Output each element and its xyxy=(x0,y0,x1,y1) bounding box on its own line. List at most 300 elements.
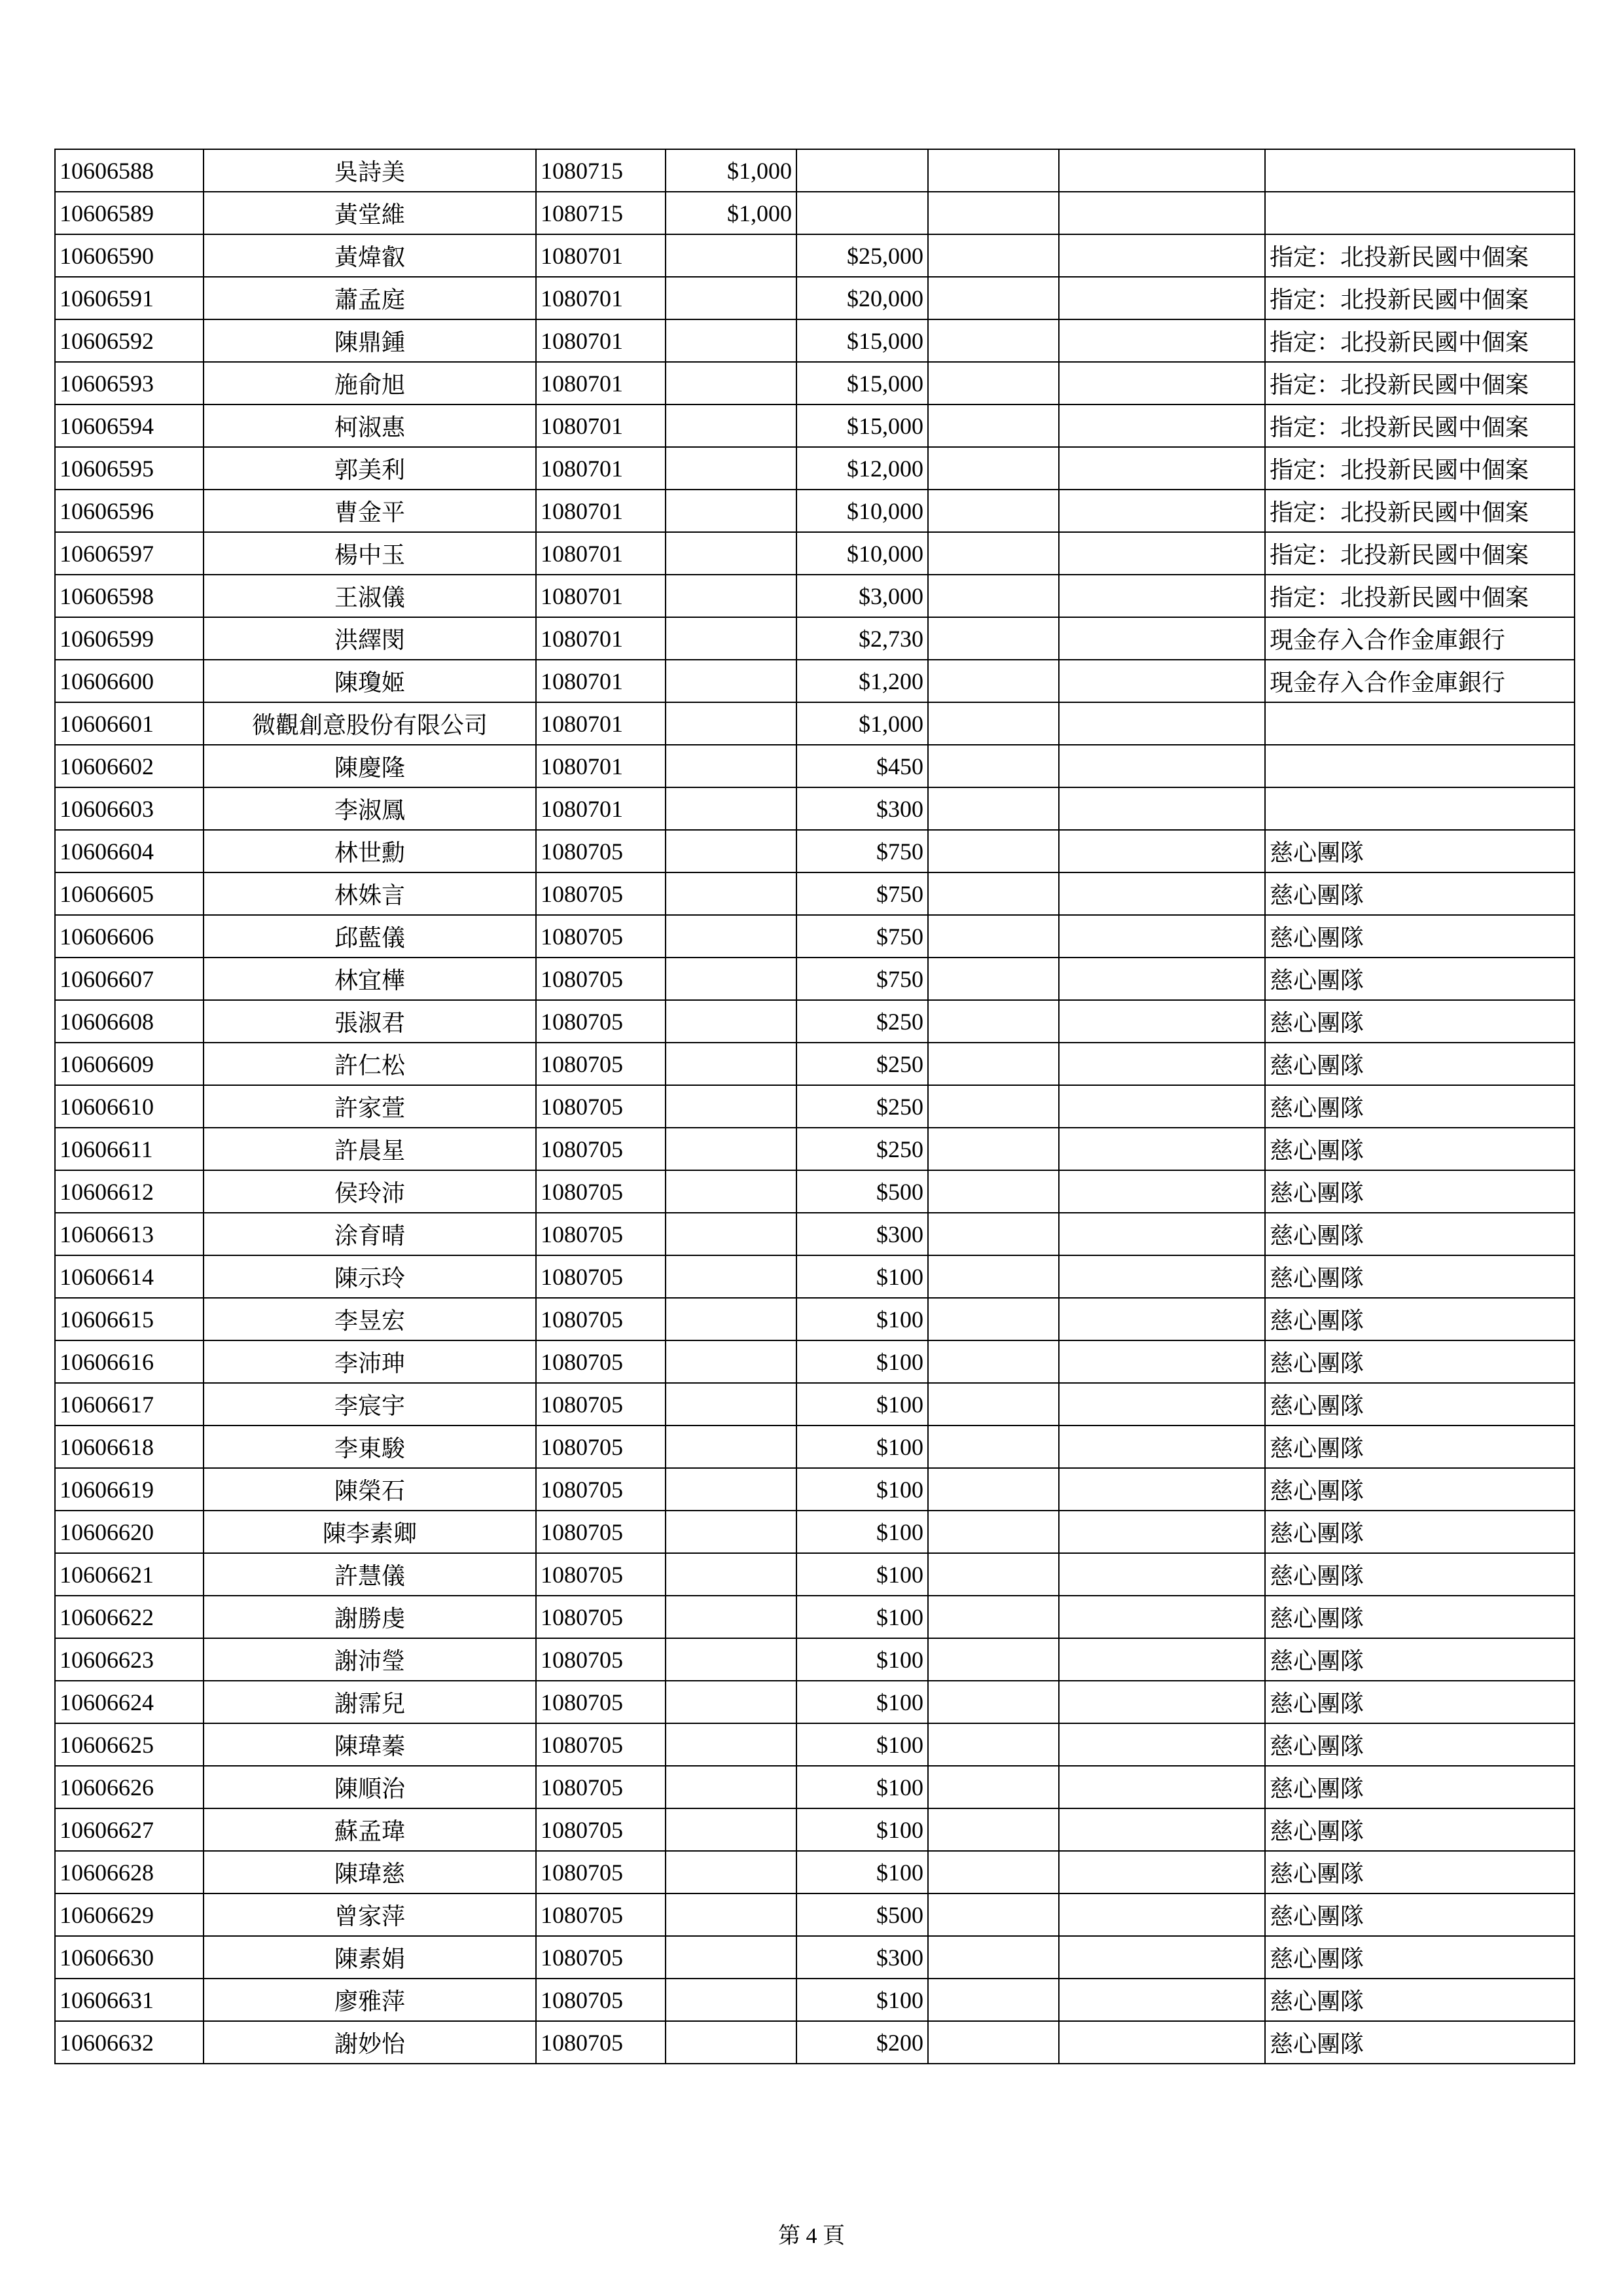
empty-column-3-cell xyxy=(928,1000,1059,1043)
empty-column-3-cell xyxy=(928,1043,1059,1085)
amount-column-1-cell xyxy=(666,1426,796,1468)
empty-column-4-cell xyxy=(1059,1213,1265,1255)
empty-column-4-cell xyxy=(1059,617,1265,660)
date-cell: 1080701 xyxy=(536,575,666,617)
note-cell xyxy=(1265,192,1575,234)
donor-name-cell: 曾家萍 xyxy=(204,1893,536,1936)
empty-column-3-cell xyxy=(928,1128,1059,1170)
amount-column-2-cell: $100 xyxy=(796,1723,928,1766)
receipt-number-cell: 10606628 xyxy=(55,1851,204,1893)
date-cell: 1080705 xyxy=(536,830,666,872)
empty-column-4-cell xyxy=(1059,1085,1265,1128)
date-cell: 1080701 xyxy=(536,234,666,277)
table-row xyxy=(55,872,1575,915)
amount-column-2-cell: $100 xyxy=(796,1766,928,1808)
empty-column-4-cell xyxy=(1059,2021,1265,2064)
empty-column-4-cell xyxy=(1059,1766,1265,1808)
receipt-number-cell: 10606606 xyxy=(55,915,204,958)
receipt-number-cell: 10606615 xyxy=(55,1298,204,1340)
amount-column-1-cell xyxy=(666,787,796,830)
amount-column-2-cell: $3,000 xyxy=(796,575,928,617)
empty-column-3-cell xyxy=(928,1340,1059,1383)
table-row xyxy=(55,830,1575,872)
empty-column-3-cell xyxy=(928,1468,1059,1511)
date-cell: 1080705 xyxy=(536,1979,666,2021)
empty-column-3-cell xyxy=(928,617,1059,660)
note-cell: 慈心團隊 xyxy=(1265,1298,1575,1340)
date-cell: 1080705 xyxy=(536,1723,666,1766)
empty-column-3-cell xyxy=(928,1383,1059,1426)
donor-name-cell: 許慧儀 xyxy=(204,1553,536,1596)
empty-column-4-cell xyxy=(1059,192,1265,234)
note-cell xyxy=(1265,745,1575,787)
amount-column-2-cell: $500 xyxy=(796,1170,928,1213)
table-row xyxy=(55,1043,1575,1085)
note-cell: 慈心團隊 xyxy=(1265,1128,1575,1170)
empty-column-3-cell xyxy=(928,1596,1059,1638)
empty-column-4-cell xyxy=(1059,915,1265,958)
empty-column-4-cell xyxy=(1059,958,1265,1000)
note-cell: 指定：北投新民國中個案 xyxy=(1265,362,1575,404)
date-cell: 1080705 xyxy=(536,1255,666,1298)
table-row xyxy=(55,660,1575,702)
date-cell: 1080705 xyxy=(536,1511,666,1553)
receipt-number-cell: 10606611 xyxy=(55,1128,204,1170)
amount-column-1-cell xyxy=(666,575,796,617)
empty-column-4-cell xyxy=(1059,490,1265,532)
amount-column-1-cell xyxy=(666,1979,796,2021)
date-cell: 1080705 xyxy=(536,1468,666,1511)
note-cell: 慈心團隊 xyxy=(1265,1468,1575,1511)
empty-column-3-cell xyxy=(928,575,1059,617)
donor-name-cell: 郭美利 xyxy=(204,447,536,490)
empty-column-4-cell xyxy=(1059,1596,1265,1638)
amount-column-1-cell xyxy=(666,1511,796,1553)
amount-column-2-cell: $100 xyxy=(796,1255,928,1298)
empty-column-4-cell xyxy=(1059,575,1265,617)
donor-name-cell: 陳順治 xyxy=(204,1766,536,1808)
donor-name-cell: 陳素娟 xyxy=(204,1936,536,1979)
amount-column-2-cell: $750 xyxy=(796,915,928,958)
donor-name-cell: 曹金平 xyxy=(204,490,536,532)
date-cell: 1080715 xyxy=(536,149,666,192)
donor-name-cell: 謝妙怡 xyxy=(204,2021,536,2064)
note-cell: 慈心團隊 xyxy=(1265,1851,1575,1893)
donor-name-cell: 張淑君 xyxy=(204,1000,536,1043)
amount-column-1-cell xyxy=(666,915,796,958)
amount-column-2-cell: $100 xyxy=(796,1383,928,1426)
empty-column-3-cell xyxy=(928,2021,1059,2064)
amount-column-1-cell: $1,000 xyxy=(666,192,796,234)
receipt-number-cell: 10606619 xyxy=(55,1468,204,1511)
date-cell: 1080705 xyxy=(536,958,666,1000)
donor-name-cell: 李沛珅 xyxy=(204,1340,536,1383)
empty-column-4-cell xyxy=(1059,404,1265,447)
empty-column-3-cell xyxy=(928,1808,1059,1851)
table-row xyxy=(55,447,1575,490)
table-row xyxy=(55,234,1575,277)
empty-column-4-cell xyxy=(1059,787,1265,830)
date-cell: 1080705 xyxy=(536,1298,666,1340)
note-cell: 慈心團隊 xyxy=(1265,1255,1575,1298)
amount-column-2-cell: $100 xyxy=(796,1851,928,1893)
receipt-number-cell: 10606626 xyxy=(55,1766,204,1808)
amount-column-1-cell xyxy=(666,1596,796,1638)
empty-column-3-cell xyxy=(928,1426,1059,1468)
amount-column-2-cell: $100 xyxy=(796,1638,928,1681)
date-cell: 1080701 xyxy=(536,745,666,787)
receipt-number-cell: 10606616 xyxy=(55,1340,204,1383)
amount-column-2-cell: $100 xyxy=(796,1808,928,1851)
receipt-number-cell: 10606590 xyxy=(55,234,204,277)
amount-column-1-cell xyxy=(666,1723,796,1766)
table-row xyxy=(55,1213,1575,1255)
table-row xyxy=(55,617,1575,660)
date-cell: 1080705 xyxy=(536,1553,666,1596)
date-cell: 1080705 xyxy=(536,1383,666,1426)
amount-column-2-cell: $2,730 xyxy=(796,617,928,660)
donor-name-cell: 陳瓊姬 xyxy=(204,660,536,702)
empty-column-4-cell xyxy=(1059,1340,1265,1383)
date-cell: 1080701 xyxy=(536,702,666,745)
note-cell: 慈心團隊 xyxy=(1265,872,1575,915)
empty-column-3-cell xyxy=(928,872,1059,915)
date-cell: 1080701 xyxy=(536,532,666,575)
date-cell: 1080705 xyxy=(536,1426,666,1468)
table-row xyxy=(55,1723,1575,1766)
table-row xyxy=(55,319,1575,362)
empty-column-3-cell xyxy=(928,404,1059,447)
table-row xyxy=(55,149,1575,192)
empty-column-3-cell xyxy=(928,490,1059,532)
note-cell: 慈心團隊 xyxy=(1265,1511,1575,1553)
note-cell: 慈心團隊 xyxy=(1265,1340,1575,1383)
amount-column-2-cell: $15,000 xyxy=(796,319,928,362)
donor-name-cell: 陳示玲 xyxy=(204,1255,536,1298)
receipt-number-cell: 10606607 xyxy=(55,958,204,1000)
amount-column-1-cell xyxy=(666,1043,796,1085)
note-cell: 慈心團隊 xyxy=(1265,1170,1575,1213)
amount-column-2-cell xyxy=(796,192,928,234)
amount-column-1-cell xyxy=(666,660,796,702)
amount-column-1-cell xyxy=(666,1638,796,1681)
table-row xyxy=(55,745,1575,787)
note-cell: 慈心團隊 xyxy=(1265,1596,1575,1638)
amount-column-2-cell: $10,000 xyxy=(796,532,928,575)
donor-name-cell: 吳詩美 xyxy=(204,149,536,192)
empty-column-4-cell xyxy=(1059,532,1265,575)
receipt-number-cell: 10606593 xyxy=(55,362,204,404)
empty-column-3-cell xyxy=(928,830,1059,872)
table-row xyxy=(55,404,1575,447)
amount-column-2-cell: $750 xyxy=(796,958,928,1000)
empty-column-3-cell xyxy=(928,787,1059,830)
note-cell: 慈心團隊 xyxy=(1265,915,1575,958)
donor-name-cell: 謝沛瑩 xyxy=(204,1638,536,1681)
receipt-number-cell: 10606591 xyxy=(55,277,204,319)
note-cell: 慈心團隊 xyxy=(1265,1979,1575,2021)
empty-column-4-cell xyxy=(1059,1128,1265,1170)
amount-column-1-cell xyxy=(666,1340,796,1383)
donor-name-cell: 洪繹閔 xyxy=(204,617,536,660)
empty-column-3-cell xyxy=(928,1936,1059,1979)
receipt-number-cell: 10606630 xyxy=(55,1936,204,1979)
empty-column-4-cell xyxy=(1059,1511,1265,1553)
amount-column-1-cell xyxy=(666,1681,796,1723)
date-cell: 1080705 xyxy=(536,1213,666,1255)
empty-column-4-cell xyxy=(1059,1851,1265,1893)
amount-column-1-cell xyxy=(666,1255,796,1298)
note-cell xyxy=(1265,702,1575,745)
receipt-number-cell: 10606588 xyxy=(55,149,204,192)
donor-name-cell: 施俞旭 xyxy=(204,362,536,404)
note-cell: 慈心團隊 xyxy=(1265,1043,1575,1085)
note-cell: 慈心團隊 xyxy=(1265,958,1575,1000)
empty-column-3-cell xyxy=(928,362,1059,404)
donor-name-cell: 陳榮石 xyxy=(204,1468,536,1511)
amount-column-2-cell: $100 xyxy=(796,1979,928,2021)
empty-column-4-cell xyxy=(1059,1043,1265,1085)
receipt-number-cell: 10606624 xyxy=(55,1681,204,1723)
receipt-number-cell: 10606627 xyxy=(55,1808,204,1851)
note-cell: 慈心團隊 xyxy=(1265,1553,1575,1596)
table-row xyxy=(55,1170,1575,1213)
note-cell: 慈心團隊 xyxy=(1265,830,1575,872)
empty-column-4-cell xyxy=(1059,1979,1265,2021)
empty-column-3-cell xyxy=(928,915,1059,958)
amount-column-2-cell: $100 xyxy=(796,1298,928,1340)
table-row xyxy=(55,532,1575,575)
note-cell xyxy=(1265,787,1575,830)
amount-column-1-cell xyxy=(666,404,796,447)
receipt-number-cell: 10606608 xyxy=(55,1000,204,1043)
empty-column-3-cell xyxy=(928,1766,1059,1808)
note-cell: 慈心團隊 xyxy=(1265,1936,1575,1979)
donor-name-cell: 許晨星 xyxy=(204,1128,536,1170)
empty-column-4-cell xyxy=(1059,1681,1265,1723)
empty-column-4-cell xyxy=(1059,1298,1265,1340)
empty-column-3-cell xyxy=(928,1213,1059,1255)
amount-column-1-cell xyxy=(666,1936,796,1979)
empty-column-3-cell xyxy=(928,1893,1059,1936)
empty-column-3-cell xyxy=(928,1681,1059,1723)
empty-column-4-cell xyxy=(1059,830,1265,872)
donor-name-cell: 許家萱 xyxy=(204,1085,536,1128)
donor-name-cell: 陳李素卿 xyxy=(204,1511,536,1553)
note-cell: 慈心團隊 xyxy=(1265,1893,1575,1936)
table-row xyxy=(55,1596,1575,1638)
amount-column-1-cell xyxy=(666,1085,796,1128)
empty-column-4-cell xyxy=(1059,277,1265,319)
empty-column-3-cell xyxy=(928,1170,1059,1213)
donor-name-cell: 柯淑惠 xyxy=(204,404,536,447)
amount-column-2-cell: $1,000 xyxy=(796,702,928,745)
amount-column-1-cell xyxy=(666,2021,796,2064)
receipt-number-cell: 10606604 xyxy=(55,830,204,872)
date-cell: 1080701 xyxy=(536,277,666,319)
empty-column-4-cell xyxy=(1059,702,1265,745)
table-row xyxy=(55,490,1575,532)
table-row xyxy=(55,1766,1575,1808)
receipt-number-cell: 10606589 xyxy=(55,192,204,234)
amount-column-1-cell xyxy=(666,447,796,490)
donor-name-cell: 邱藍儀 xyxy=(204,915,536,958)
amount-column-2-cell: $250 xyxy=(796,1043,928,1085)
amount-column-2-cell: $20,000 xyxy=(796,277,928,319)
empty-column-4-cell xyxy=(1059,660,1265,702)
receipt-number-cell: 10606632 xyxy=(55,2021,204,2064)
empty-column-4-cell xyxy=(1059,1468,1265,1511)
receipt-number-cell: 10606610 xyxy=(55,1085,204,1128)
date-cell: 1080705 xyxy=(536,1340,666,1383)
note-cell: 慈心團隊 xyxy=(1265,1213,1575,1255)
receipt-number-cell: 10606618 xyxy=(55,1426,204,1468)
donor-name-cell: 微觀創意股份有限公司 xyxy=(204,702,536,745)
empty-column-3-cell xyxy=(928,958,1059,1000)
amount-column-2-cell: $100 xyxy=(796,1681,928,1723)
empty-column-3-cell xyxy=(928,234,1059,277)
note-cell: 指定：北投新民國中個案 xyxy=(1265,277,1575,319)
receipt-number-cell: 10606629 xyxy=(55,1893,204,1936)
amount-column-1-cell xyxy=(666,1766,796,1808)
date-cell: 1080705 xyxy=(536,2021,666,2064)
amount-column-2-cell: $750 xyxy=(796,830,928,872)
receipt-number-cell: 10606614 xyxy=(55,1255,204,1298)
amount-column-1-cell xyxy=(666,1128,796,1170)
table-row xyxy=(55,1255,1575,1298)
note-cell xyxy=(1265,149,1575,192)
amount-column-1-cell xyxy=(666,362,796,404)
receipt-number-cell: 10606613 xyxy=(55,1213,204,1255)
empty-column-4-cell xyxy=(1059,1638,1265,1681)
table-row xyxy=(55,1681,1575,1723)
receipt-number-cell: 10606605 xyxy=(55,872,204,915)
amount-column-2-cell: $100 xyxy=(796,1511,928,1553)
amount-column-1-cell xyxy=(666,532,796,575)
date-cell: 1080705 xyxy=(536,1170,666,1213)
empty-column-4-cell xyxy=(1059,1383,1265,1426)
empty-column-3-cell xyxy=(928,149,1059,192)
date-cell: 1080705 xyxy=(536,1043,666,1085)
note-cell: 慈心團隊 xyxy=(1265,1638,1575,1681)
receipt-number-cell: 10606598 xyxy=(55,575,204,617)
receipt-number-cell: 10606612 xyxy=(55,1170,204,1213)
note-cell: 慈心團隊 xyxy=(1265,1681,1575,1723)
table-row xyxy=(55,362,1575,404)
note-cell: 慈心團隊 xyxy=(1265,1808,1575,1851)
empty-column-3-cell xyxy=(928,192,1059,234)
amount-column-1-cell xyxy=(666,958,796,1000)
table-row xyxy=(55,192,1575,234)
table-row xyxy=(55,1085,1575,1128)
empty-column-4-cell xyxy=(1059,362,1265,404)
amount-column-1-cell xyxy=(666,1851,796,1893)
receipt-number-cell: 10606623 xyxy=(55,1638,204,1681)
empty-column-4-cell xyxy=(1059,1000,1265,1043)
amount-column-1-cell xyxy=(666,319,796,362)
empty-column-3-cell xyxy=(928,702,1059,745)
table-row xyxy=(55,1979,1575,2021)
amount-column-2-cell xyxy=(796,149,928,192)
date-cell: 1080701 xyxy=(536,362,666,404)
amount-column-2-cell: $300 xyxy=(796,1936,928,1979)
date-cell: 1080701 xyxy=(536,660,666,702)
date-cell: 1080701 xyxy=(536,319,666,362)
amount-column-1-cell xyxy=(666,1213,796,1255)
amount-column-2-cell: $10,000 xyxy=(796,490,928,532)
donor-name-cell: 李淑鳳 xyxy=(204,787,536,830)
note-cell: 指定：北投新民國中個案 xyxy=(1265,404,1575,447)
receipt-number-cell: 10606622 xyxy=(55,1596,204,1638)
note-cell: 慈心團隊 xyxy=(1265,1766,1575,1808)
date-cell: 1080705 xyxy=(536,1851,666,1893)
table-row xyxy=(55,1000,1575,1043)
amount-column-2-cell: $250 xyxy=(796,1128,928,1170)
receipt-number-cell: 10606599 xyxy=(55,617,204,660)
donor-name-cell: 李宸宇 xyxy=(204,1383,536,1426)
table-row xyxy=(55,1426,1575,1468)
table-row xyxy=(55,958,1575,1000)
receipt-number-cell: 10606601 xyxy=(55,702,204,745)
date-cell: 1080701 xyxy=(536,447,666,490)
amount-column-1-cell xyxy=(666,1893,796,1936)
table-row xyxy=(55,915,1575,958)
empty-column-3-cell xyxy=(928,1553,1059,1596)
empty-column-3-cell xyxy=(928,1723,1059,1766)
donor-name-cell: 林姝言 xyxy=(204,872,536,915)
amount-column-2-cell: $100 xyxy=(796,1596,928,1638)
table-row xyxy=(55,1638,1575,1681)
amount-column-1-cell xyxy=(666,1170,796,1213)
table-row xyxy=(55,1511,1575,1553)
empty-column-3-cell xyxy=(928,1638,1059,1681)
receipt-number-cell: 10606620 xyxy=(55,1511,204,1553)
donor-name-cell: 許仁松 xyxy=(204,1043,536,1085)
empty-column-3-cell xyxy=(928,1298,1059,1340)
donor-name-cell: 李東駿 xyxy=(204,1426,536,1468)
donor-name-cell: 黃煒叡 xyxy=(204,234,536,277)
empty-column-4-cell xyxy=(1059,1723,1265,1766)
receipt-number-cell: 10606594 xyxy=(55,404,204,447)
amount-column-1-cell xyxy=(666,1808,796,1851)
note-cell: 指定：北投新民國中個案 xyxy=(1265,234,1575,277)
amount-column-1-cell xyxy=(666,617,796,660)
empty-column-3-cell xyxy=(928,1511,1059,1553)
donor-name-cell: 王淑儀 xyxy=(204,575,536,617)
donor-name-cell: 謝霈兒 xyxy=(204,1681,536,1723)
empty-column-3-cell xyxy=(928,1851,1059,1893)
empty-column-4-cell xyxy=(1059,1936,1265,1979)
donor-name-cell: 蘇孟瑋 xyxy=(204,1808,536,1851)
empty-column-3-cell xyxy=(928,532,1059,575)
empty-column-3-cell xyxy=(928,660,1059,702)
date-cell: 1080705 xyxy=(536,1681,666,1723)
amount-column-1-cell xyxy=(666,1553,796,1596)
table-row xyxy=(55,1383,1575,1426)
amount-column-1-cell xyxy=(666,1468,796,1511)
donor-name-cell: 陳瑋慈 xyxy=(204,1851,536,1893)
table-row xyxy=(55,1128,1575,1170)
date-cell: 1080705 xyxy=(536,1893,666,1936)
donor-name-cell: 楊中玉 xyxy=(204,532,536,575)
amount-column-1-cell xyxy=(666,872,796,915)
donor-name-cell: 陳瑋蓁 xyxy=(204,1723,536,1766)
date-cell: 1080705 xyxy=(536,915,666,958)
amount-column-1-cell xyxy=(666,234,796,277)
receipt-number-cell: 10606603 xyxy=(55,787,204,830)
note-cell: 指定：北投新民國中個案 xyxy=(1265,319,1575,362)
table-row xyxy=(55,277,1575,319)
